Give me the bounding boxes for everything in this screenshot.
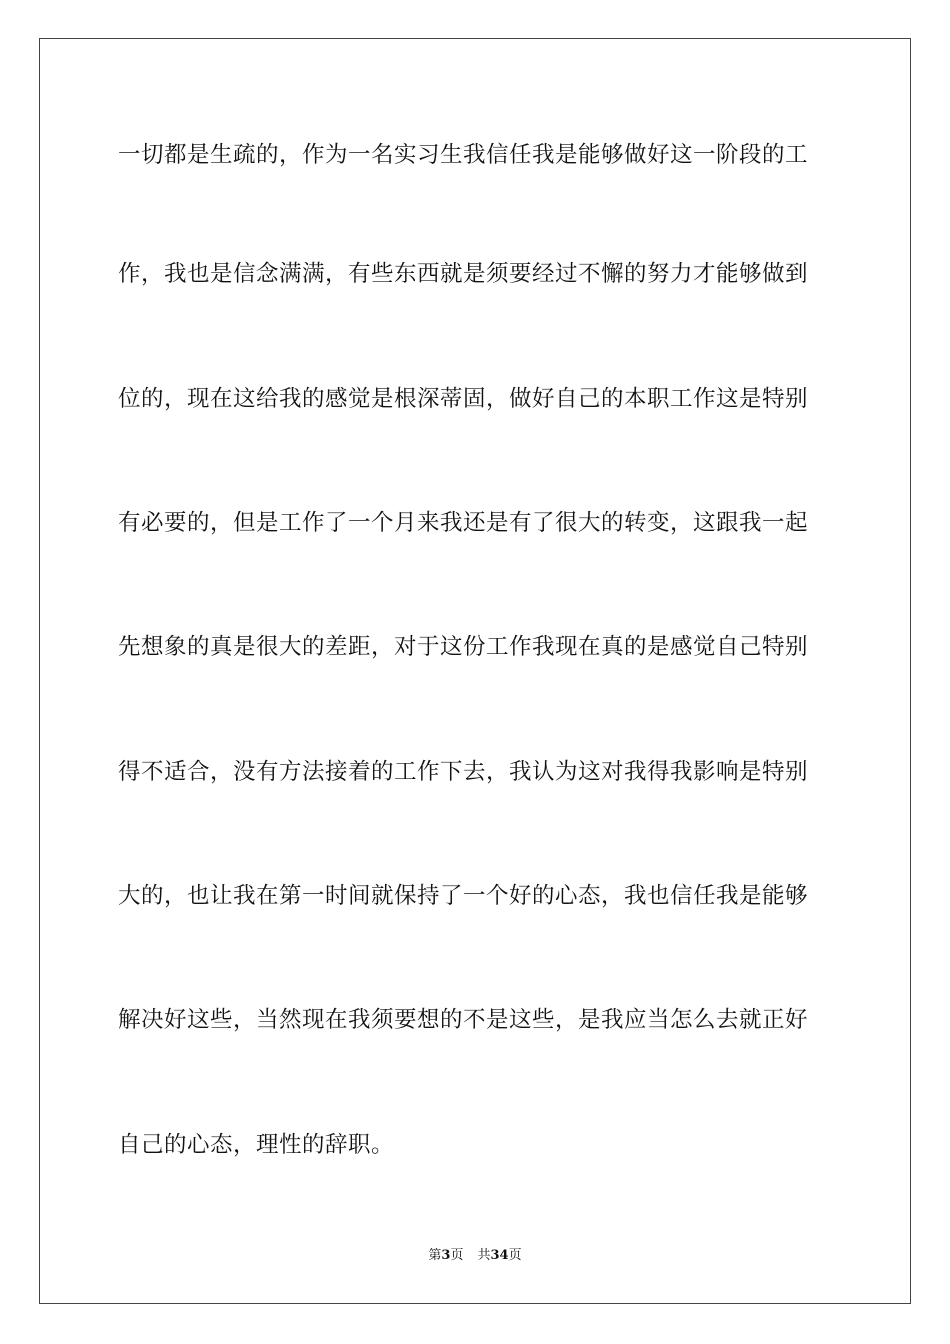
text-line: 自己的心态，理性的辞职。 (118, 1132, 395, 1158)
text-line: 位的，现在这给我的感觉是根深蒂固，做好自己的本职工作这是特别 (118, 386, 809, 412)
page-number (428, 1248, 463, 1263)
text-line: 大的，也让我在第一时间就保持了一个好的心态，我也信任我是能够 (118, 883, 809, 909)
page-unit: 页 (450, 1248, 464, 1263)
text-line: 有必要的，但是工作了一个月来我还是有了很大的转变，这跟我一起 (118, 510, 809, 536)
page-current: 3 (441, 1248, 451, 1263)
text-line: 作，我也是信念满满，有些东西就是须要经过不懈的努力才能够做到 (118, 261, 809, 287)
page-footer (0, 1247, 950, 1265)
total-prefix: 共 (477, 1248, 491, 1263)
page-border (39, 38, 911, 1304)
text-line: 解决好这些，当然现在我须要想的不是这些，是我应当怎么去就正好 (118, 1007, 809, 1033)
text-line: 一切都是生疏的，作为一名实习生我信任我是能够做好这一阶段的工 (118, 142, 809, 168)
page-total-count (477, 1248, 521, 1263)
total-unit: 页 (508, 1248, 522, 1263)
page-prefix: 第 (428, 1248, 442, 1263)
page-total: 34 (490, 1248, 509, 1263)
text-line: 先想象的真是很大的差距，对于这份工作我现在真的是感觉自己特别 (118, 634, 809, 660)
text-line: 得不适合，没有方法接着的工作下去，我认为这对我得我影响是特别 (118, 759, 809, 785)
